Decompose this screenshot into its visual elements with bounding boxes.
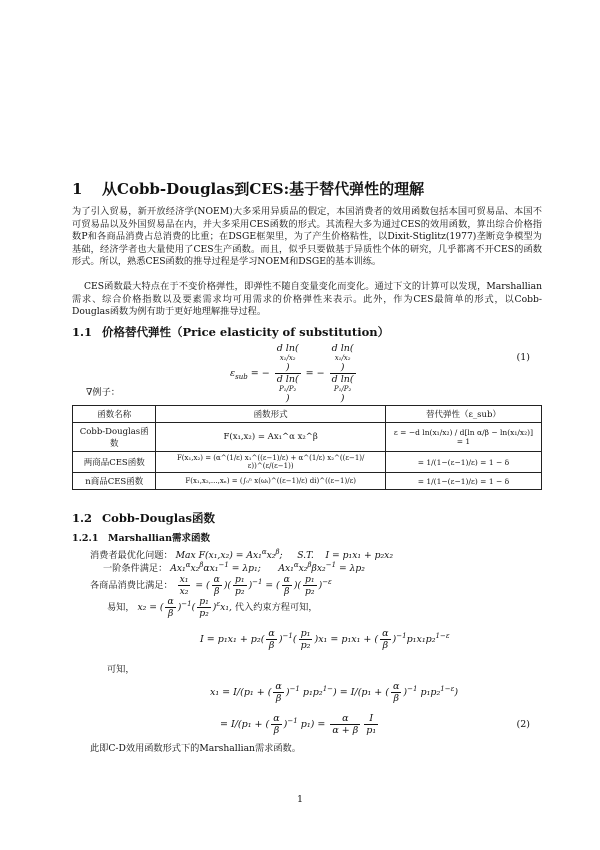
intro-paragraph-1: 为了引入贸易，新开放经济学(NOEM)大多采用异质品的假定，本国消费者的效用函数包括本国可贸易品、本国不可贸易品以及外国贸易品在内，并大多采用CES函数的形式。其流程大多为通过CES的效用函数，算出综合价格指数P和各商品消费占总消费的比重；在DSGE框架里，为了产生价格粘性，以Dixit-Stiglitz(1977)垄断竞争模型为基础，经济学者也大量使用了CES生产函数。而且，似乎只要做基于异质性个体的研究，几乎都离不开CES的函数形式。所以，熟悉CES函数的推导过程是学习NOEM和DSGE的基本训练。 [72,206,542,268]
table-cell: = 1/(1−(ε−1)/ε) = 1 − δ [385,452,541,473]
table-row [73,473,542,490]
elasticity-table [72,405,542,490]
substitution-line: 易知， x₂ = ( $\frac{\alpha}{\beta}$ )$^{-1}$( $\frac{\text{p₁}}{\text{p₂}}$ )$^\varepsilon$x₁, 代入约束方程可知， [107,596,318,619]
table-cell: F(x₁,x₂,...,xₙ) = (∫₀ⁿ x(ωᵢ)^((ε−1)/ε) di)^((ε−1)/ε) [156,473,385,490]
table-cell: 两商品CES函数 [73,452,156,473]
table-cell: = 1/(1−(ε−1)/ε) = 1 − δ [385,473,541,490]
equation-1: $\varepsilon_{sub}$ = − d ln( x₁/x₂ ) d ln( P₁/P₂ ) = − d ln( x₁/x₂ ) d ln( P₁/P₂ ) [230,343,354,404]
subsubsection-heading-marshallian: 1.2.1 Marshallian需求函数 [72,533,210,544]
equation-2-line-1: x₁ = I/(p₁ + ( $\frac{\alpha}{\beta}$ )$^{-1}$ p₁p₂$^{1-}$) = I/(p₁ + ( $\frac{\alpha}{\beta}$ )$^{-1}$ p₁p₂$^{1-\varepsilon}$) [210,681,459,704]
table-cell: Cobb-Douglas函数 [73,423,156,452]
conclusion-line: 此即C-D效用函数形式下的Marshallian需求函数。 [90,743,301,754]
intro-paragraph-2: CES函数最大特点在于不变价格弹性，即弹性不随自变量变化而变化。通过下文的计算可以发现，Marshallian需求、综合价格指数以及要素需求均可用需求的价格弹性来表示。此外，作为CES最简单的形式，以Cobb-Douglas函数为例有助于更好地理解推导过程。 [72,281,542,318]
page-number: 1 [296,794,304,805]
table-header-cell: 函数形式 [156,406,385,423]
table-cell: F(x₁,x₂) = (α^(1/ε) x₁^((ε−1)/ε) + α^(1/ε) x₂^((ε−1)/ε))^(ε/(ε−1)) [156,452,385,473]
subsection-heading-price-elasticity: 1.1 价格替代弹性（Price elasticity of substitution） [72,325,390,339]
budget-substituted-equation: I = p₁x₁ + p₂( $\frac{\alpha}{\beta}$ )$^{-1}$( $\frac{\text{p₁}}{\text{p₂}}$ )x₁ = p₁x₁ + ( $\frac{\alpha}{\beta}$ )$^{-1}$p₁x₁p₂$^{1-\varepsilon}$ [200,628,450,651]
example-label: ∇例子： [86,387,120,398]
subsection-heading-cobb-douglas: 1.2 Cobb-Douglas函数 [72,511,216,525]
equation-2-number: (2) [516,719,530,730]
table-cell: F(x₁,x₂) = Ax₁^α x₂^β [156,423,385,452]
table-row [73,452,542,473]
table-header-cell: 函数名称 [73,406,156,423]
table-row [73,423,542,452]
table-cell: n商品CES函数 [73,473,156,490]
equation-2-line-2: = I/(p₁ + ( $\frac{\alpha}{\beta}$ )$^{-1}$ p₁) = $\frac{\alpha}{\alpha + \beta}$ $\frac{I}{\text{p₁}}$ [220,713,377,736]
optimization-problem-line: 消费者最优化问题： Max F(x₁,x₂) = Ax₁$^\alpha$x₂$^\beta$; S.T. I = p₁x₁ + p₂x₂ [90,547,394,561]
table-header-row [73,406,542,423]
hence-line: 可知， [107,664,135,675]
section-heading: 1 从Cobb-Douglas到CES:基于替代弹性的理解 [72,180,425,198]
equation-1-number: (1) [516,352,530,363]
table-header-cell: 替代弹性（ε_sub） [385,406,541,423]
table-cell: ε = −d ln(x₁/x₂) / d[ln α/β − ln(x₁/x₂)] = 1 [385,423,541,452]
consumption-ratio-line: 各商品消费比满足： $\frac{\text{x₁}}{\text{x₂}}$ = ( $\frac{\alpha}{\beta}$ )( $\frac{\text{p₁}}{\text{p₂}}$ )$^{-1}$ = ( $\frac{\alpha}{\beta}$ )( $\frac{\text{p₁}}{\text{p₂}}$ )$^{-\varepsilon}$ [90,574,332,597]
first-order-condition-line: 一阶条件满足： Ax₁$^\alpha$x₂$^\beta$αx₁$^{-1}$ = λp₁; Ax₁$^\alpha$x₂$^\beta$βx₂$^{-1}$ = λp₂ [103,560,365,574]
